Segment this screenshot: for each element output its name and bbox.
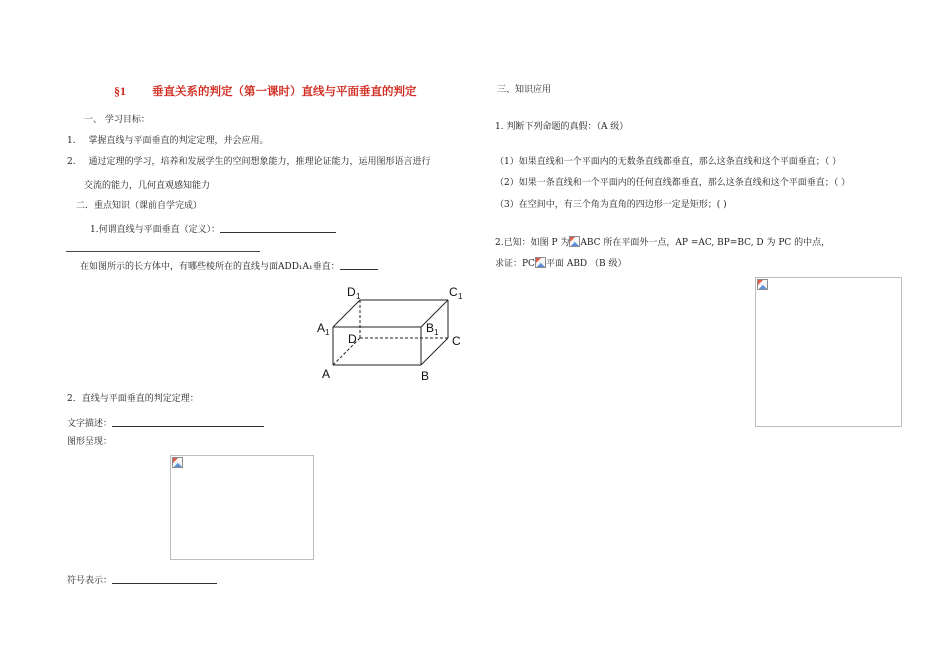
symbol-label: 符号表示： [67,576,113,586]
definition-answer-line[interactable] [66,251,260,252]
figure-placeholder-right [755,277,902,427]
question-1: 1. 判断下列命题的真假：（A 级） [495,122,629,132]
goal-1 [67,137,268,146]
goal-2 [67,158,430,167]
theorem-heading: 2．直线与平面垂直的判定定理： [67,394,199,404]
goal-1-number: 1. [67,136,76,146]
goal-2-continued: 交流的能力，几何直观感知能力 [84,181,211,191]
goal-2-text: 通过定理的学习，培养和发展学生的空间想象能力，推理论证能力，运用图形语言进行 [88,157,431,167]
label-a1: A [317,321,326,335]
label-b1: B [426,321,435,335]
broken-image-icon [757,279,768,290]
cuboid-diagram [310,282,480,386]
edge-a1-d1 [333,300,360,327]
goal-1-text: 掌握直线与平面垂直的判定定理，并会应用。 [88,136,269,146]
question-2 [495,236,830,248]
question-1-item-2: （2）如果一条直线和一个平面内的任何直线都垂直，那么这条直线和这个平面垂直；（ ） [495,178,851,188]
definition-prompt-text: 1.何谓直线与平面垂直（定义）： [90,225,221,235]
text-description-label: 文字描述： [67,419,113,429]
title-section-mark: §1 [114,84,126,98]
symbol-blank[interactable] [112,574,217,584]
label-d1-sub: 1 [356,292,361,301]
proof-text-a: 求证：PC [495,259,535,269]
section-3-heading: 三、知识应用 [497,85,552,95]
figure-placeholder-left [170,455,314,560]
label-d: D [348,332,357,346]
question-1-item-1: （1）如果直线和一个平面内的无数条直线都垂直，那么这条直线和这个平面垂直；（ ） [495,157,842,167]
text-description [67,417,264,429]
label-d1: D [347,285,356,299]
goal-2-number: 2. [67,157,76,167]
label-a1-sub: 1 [325,328,330,337]
page-title [114,85,417,98]
cuboid-answer-blank[interactable] [340,260,378,270]
cuboid-question-text: 在如图所示的长方体中，有哪些棱所在的直线与面ADD₁A₁垂直： [80,262,340,272]
title-text: 垂直关系的判定（第一课时）直线与平面垂直的判定 [152,84,417,98]
proof-text-b: 平面 ABD （B 级） [545,259,627,269]
broken-image-icon [535,257,546,268]
section-1-heading: 一、 学习目标： [84,115,150,125]
edge-b-c [421,338,448,365]
label-c1: C [449,285,458,299]
section-2-heading: 二．重点知识（课前自学完成） [76,201,203,211]
definition-answer-blank[interactable] [220,223,336,233]
broken-image-icon [569,236,580,247]
definition-prompt [90,223,336,235]
question-1-item-3: （3）在空间中，有三个角为直角的四边形一定是矩形；( ) [495,200,727,210]
figure-label: 图形呈现： [67,437,113,447]
label-c: C [452,334,461,348]
question-2-text-a: 2.已知：如图 P 为 [495,238,570,248]
text-description-blank[interactable] [112,417,264,427]
cuboid-question [80,260,378,272]
label-b1-sub: 1 [434,328,439,337]
label-a: A [322,367,331,381]
label-b: B [421,369,430,383]
symbol-representation [67,574,217,586]
label-c1-sub: 1 [458,292,463,301]
broken-image-icon [172,457,183,468]
question-2-text-b: ABC 所在平面外一点，AP =AC, BP=BC, D 为 PC 的中点， [580,238,831,248]
question-2-proof [495,257,626,269]
